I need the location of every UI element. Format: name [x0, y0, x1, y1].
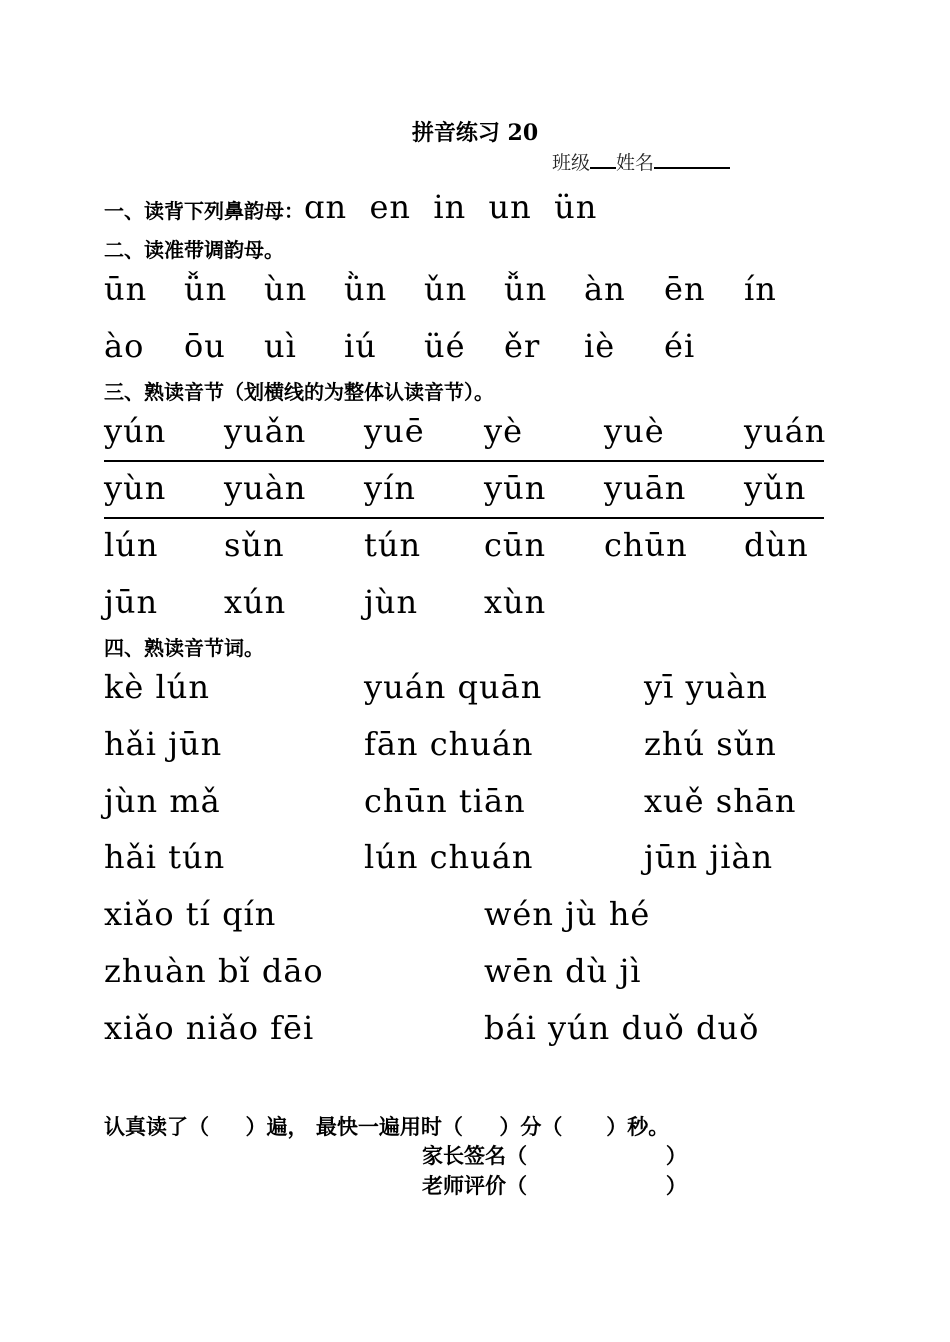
phrase: wēn dù jì — [484, 952, 642, 990]
word: xuě shān — [644, 782, 797, 820]
class-name-line — [552, 148, 730, 175]
tone-final: ěr — [504, 327, 541, 365]
word: yuán quān — [364, 668, 543, 706]
tone-final: uì — [264, 327, 297, 365]
syllable: sǔn — [224, 526, 285, 564]
reading-record-line: 认真读了（ ）遍， 最快一遍用时（ ）分（ ）秒。 — [104, 1115, 670, 1139]
name-blank — [654, 149, 730, 169]
section1-heading: 一、读背下列鼻韵母： — [104, 199, 304, 223]
syllable: lún — [104, 526, 159, 564]
tone-final: ǚn — [504, 270, 548, 308]
syllable: cūn — [484, 526, 547, 564]
phrase: bái yún duǒ duǒ — [484, 1009, 760, 1047]
syllable: yè — [484, 412, 524, 450]
phrase: wén jù hé — [484, 895, 651, 933]
name-label: 姓名 — [616, 152, 655, 174]
tone-final: ùn — [264, 270, 308, 308]
section3-row-1-underlined — [104, 412, 827, 462]
tone-final: ēn — [664, 270, 706, 308]
syllable: yūn — [484, 469, 547, 507]
word: hǎi jūn — [104, 725, 223, 763]
syllable: yún — [104, 412, 167, 450]
word: kè lún — [104, 668, 210, 706]
word: hǎi tún — [104, 838, 226, 876]
tone-final: ín — [744, 270, 777, 308]
word: zhú sǔn — [644, 725, 777, 763]
syllable: yǔn — [744, 469, 807, 507]
tone-final: üé — [424, 327, 466, 365]
syllable: dùn — [744, 526, 809, 564]
class-label: 班级 — [552, 152, 591, 174]
section3-row-2-underlined — [104, 469, 824, 519]
phrase: xiǎo niǎo fēi — [104, 1009, 315, 1047]
tone-final: iè — [584, 327, 616, 365]
word: chūn tiān — [364, 782, 526, 820]
section4-heading: 四、熟读音节词。 — [104, 636, 264, 660]
parent-signature-line: 家长签名（ ） — [422, 1144, 687, 1168]
tone-final: éi — [664, 327, 696, 365]
syllable: yuàn — [224, 469, 307, 507]
tone-final: ào — [104, 327, 145, 365]
tone-final: ǔn — [424, 270, 468, 308]
tone-final: ōu — [184, 327, 226, 365]
tone-final: ǚn — [184, 270, 228, 308]
word: yī yuàn — [644, 668, 768, 706]
section1-line — [104, 188, 597, 226]
section2-heading: 二、读准带调韵母。 — [104, 238, 284, 262]
syllable: chūn — [604, 526, 688, 564]
phrase: xiǎo tí qín — [104, 895, 277, 933]
tone-final: iú — [344, 327, 377, 365]
tone-final: àn — [584, 270, 626, 308]
syllable: yùn — [104, 469, 167, 507]
phrase: zhuàn bǐ dāo — [104, 952, 324, 990]
section1-finals: ɑn en in un ün — [304, 188, 598, 226]
syllable: yuán — [744, 412, 827, 450]
page-title: 拼音练习 20 — [411, 120, 539, 146]
class-blank — [590, 149, 616, 169]
syllable: yuè — [604, 412, 665, 450]
syllable: xún — [224, 583, 287, 621]
word: fān chuán — [364, 725, 534, 763]
syllable: yín — [364, 469, 416, 507]
section3-heading: 三、熟读音节（划横线的为整体认读音节）。 — [104, 380, 494, 404]
syllable: yuē — [364, 412, 425, 450]
word: jūn jiàn — [644, 838, 774, 876]
syllable: tún — [364, 526, 422, 564]
word: lún chuán — [364, 838, 534, 876]
tone-final: ūn — [104, 270, 148, 308]
teacher-evaluation-line: 老师评价（ ） — [422, 1174, 687, 1198]
syllable: yuǎn — [224, 412, 307, 450]
syllable: xùn — [484, 583, 547, 621]
tone-final: ǜn — [344, 270, 388, 308]
word: jùn mǎ — [104, 782, 221, 820]
syllable: jūn — [104, 583, 159, 621]
syllable: yuān — [604, 469, 687, 507]
syllable: jùn — [364, 583, 419, 621]
